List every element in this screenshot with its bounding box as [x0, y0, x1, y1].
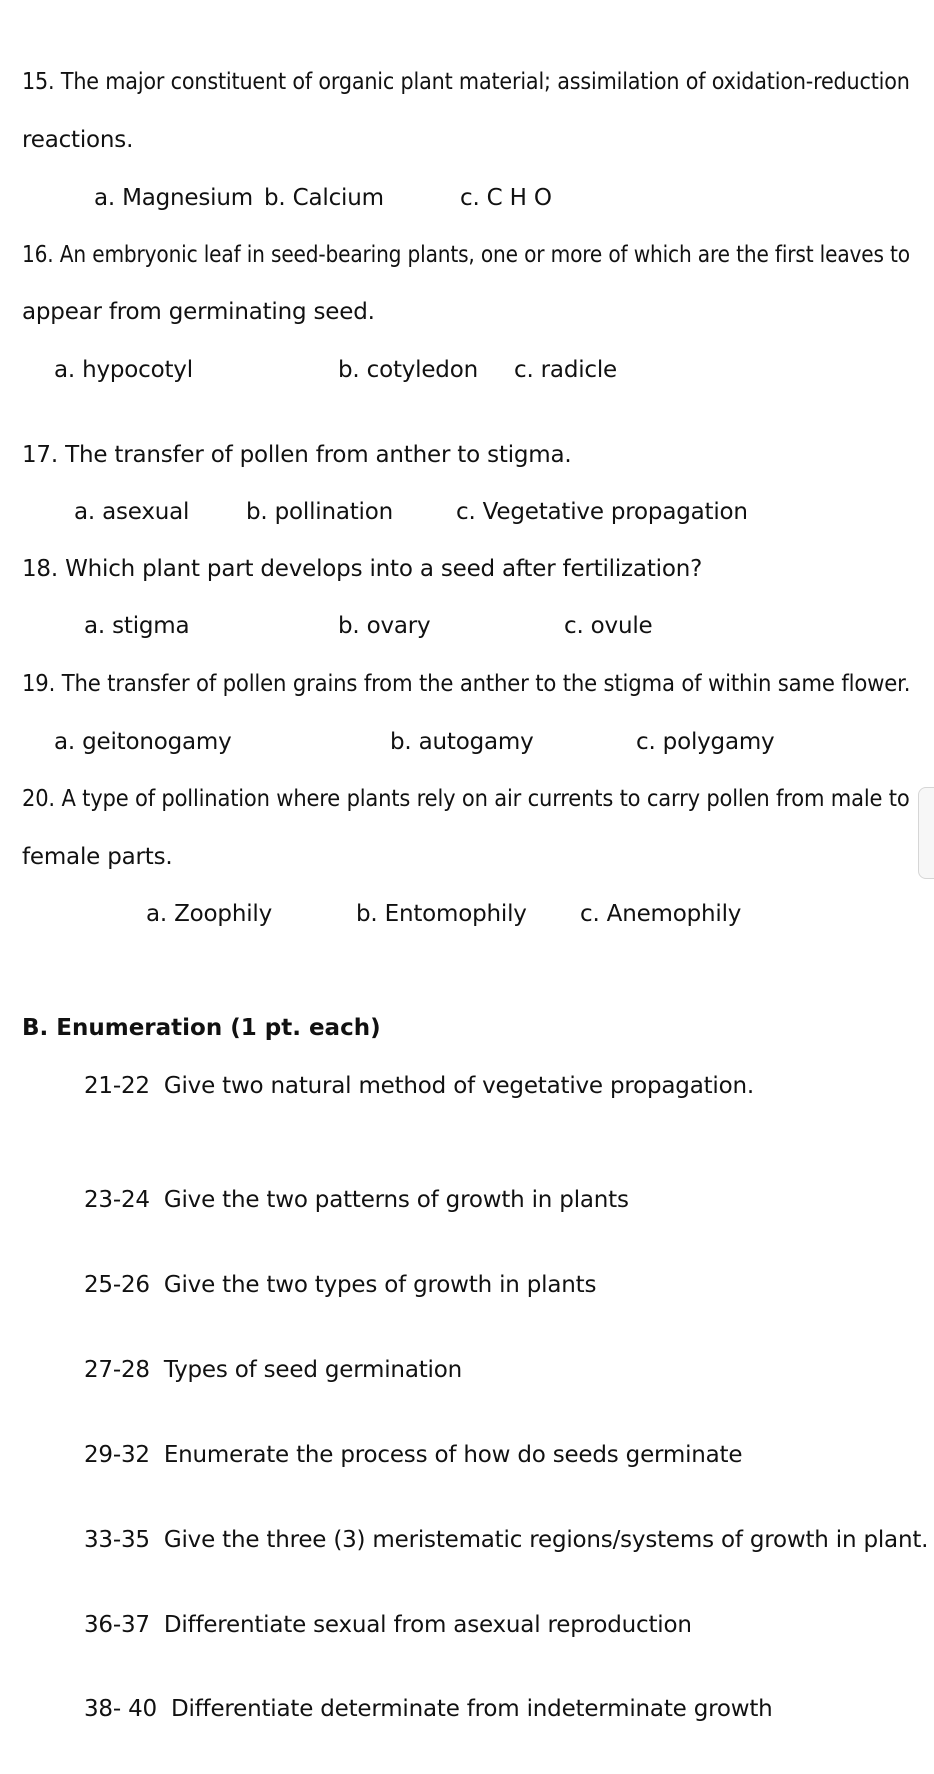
question-20-option-a: a. Zoophily: [146, 901, 272, 927]
question-18-text: 18. Which plant part develops into a seed after fertilization?: [22, 556, 703, 582]
enumeration-item: [84, 1355, 462, 1385]
question-17-option-b: b. pollination: [246, 499, 393, 525]
question-15-text-cont: reactions.: [22, 127, 134, 153]
enumeration-item: [84, 1270, 596, 1300]
enumeration-number: 38- 40: [84, 1696, 157, 1722]
question-15-option-b: b. Calcium: [264, 185, 384, 211]
enumeration-text: Differentiate sexual from asexual reproduction: [163, 1612, 692, 1638]
question-16-option-b: b. cotyledon: [338, 357, 478, 383]
question-19-option-a: a. geitonogamy: [54, 729, 232, 755]
enumeration-number: 36-37: [84, 1612, 150, 1638]
enumeration-number: 33-35: [84, 1527, 150, 1553]
question-16-option-c: c. radicle: [514, 357, 617, 383]
enumeration-item: [84, 1185, 629, 1215]
side-panel-handle[interactable]: [918, 787, 934, 879]
enumeration-text: Types of seed germination: [163, 1357, 462, 1383]
enumeration-item: [84, 1440, 742, 1470]
enumeration-number: 21-22: [84, 1073, 150, 1099]
enumeration-text: Enumerate the process of how do seeds germinate: [163, 1442, 743, 1468]
section-b-heading: B. Enumeration (1 pt. each): [22, 1015, 381, 1041]
enumeration-item: [84, 1525, 928, 1555]
enumeration-text: Give the three (3) meristematic regions/systems of growth in plant.: [163, 1527, 929, 1553]
question-20-option-b: b. Entomophily: [356, 901, 527, 927]
enumeration-text: Give the two patterns of growth in plants: [163, 1187, 629, 1213]
question-18-option-c: c. ovule: [564, 613, 653, 639]
question-16-text: 16. An embryonic leaf in seed-bearing plants, one or more of which are the first leaves to: [22, 242, 910, 268]
enumeration-text: Give two natural method of vegetative propagation.: [163, 1073, 754, 1099]
question-20-option-c: c. Anemophily: [580, 901, 742, 927]
question-20-text-cont: female parts.: [22, 844, 173, 870]
enumeration-number: 25-26: [84, 1272, 150, 1298]
enumeration-text: Differentiate determinate from indeterminate growth: [170, 1696, 773, 1722]
enumeration-number: 27-28: [84, 1357, 150, 1383]
question-15-option-c: c. C H O: [460, 185, 552, 211]
enumeration-text: Give the two types of growth in plants: [163, 1272, 597, 1298]
enumeration-number: 23-24: [84, 1187, 150, 1213]
question-17-text: 17. The transfer of pollen from anther to stigma.: [22, 442, 572, 468]
question-16-text-cont: appear from germinating seed.: [22, 299, 375, 325]
question-16-option-a: a. hypocotyl: [54, 357, 193, 383]
question-15-option-a: a. Magnesium: [94, 185, 253, 211]
question-17-option-c: c. Vegetative propagation: [456, 499, 748, 525]
enumeration-item: [84, 1071, 754, 1101]
enumeration-item: [84, 1694, 773, 1724]
question-15-text: 15. The major constituent of organic plant material; assimilation of oxidation-reduction: [22, 69, 910, 95]
enumeration-number: 29-32: [84, 1442, 150, 1468]
question-18-option-a: a. stigma: [84, 613, 190, 639]
enumeration-item: [84, 1610, 692, 1640]
question-17-option-a: a. asexual: [74, 499, 190, 525]
question-18-option-b: b. ovary: [338, 613, 431, 639]
question-19-option-c: c. polygamy: [636, 729, 775, 755]
question-19-text: 19. The transfer of pollen grains from the anther to the stigma of within same flower.: [22, 671, 911, 697]
question-19-option-b: b. autogamy: [390, 729, 534, 755]
question-20-text: 20. A type of pollination where plants rely on air currents to carry pollen from male to: [22, 786, 910, 812]
